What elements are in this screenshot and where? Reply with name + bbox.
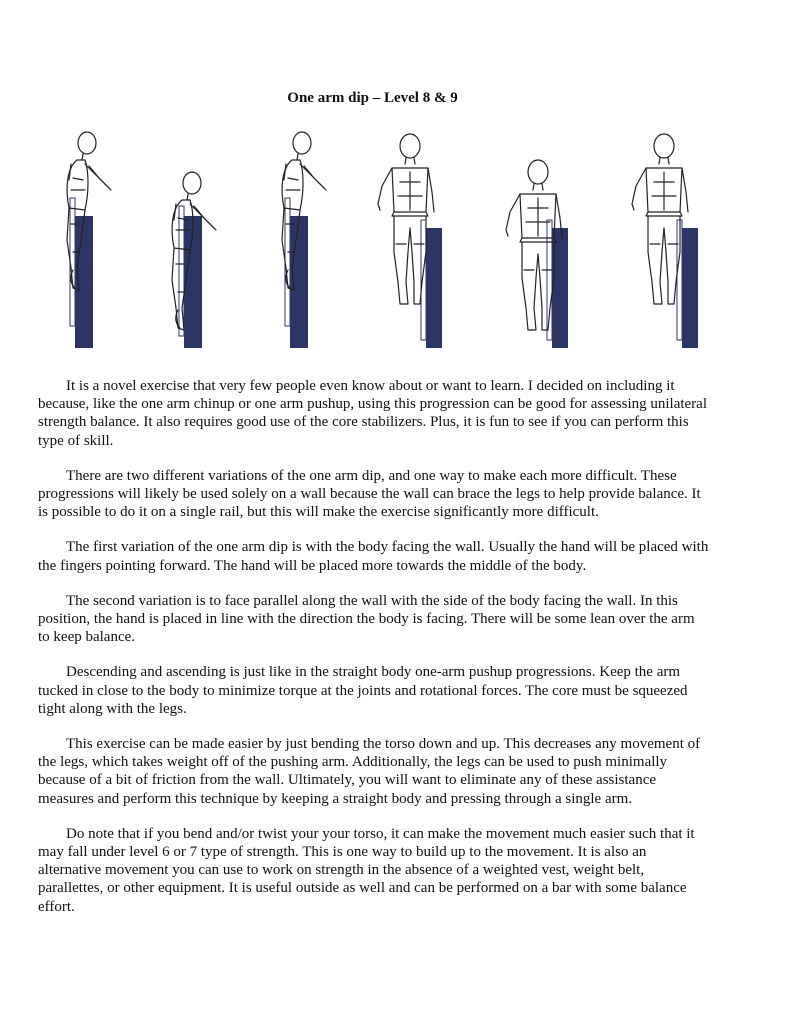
paragraph: Do note that if you bend and/or twist your your torso, it can make the movement much easier such that it may fall under level 6 or 7 type of strength. This is one way to build up to the movement. It is also an alternative movement you can use to work on strength in the absence of a weighted vest, weight belt, parallettes, or other equipment. It is useful outside as well and can be performed on a bar with some balance effort. bbox=[38, 825, 695, 915]
body-text bbox=[38, 377, 710, 933]
paragraph: It is a novel exercise that very few people even know about or want to learn. I decided on including it because, like the one arm chinup or one arm pushup, using this progression can be good for assessing unilateral strength balance. It also requires good use of the core stabilizers. Plus, it is fun to see if you can perform this type of skill. bbox=[38, 378, 708, 449]
paragraph: The first variation of the one arm dip is with the body facing the wall. Usually the hand will be placed with the fingers pointing forward. The hand will be placed more towards the middle of the body. bbox=[38, 539, 709, 574]
exercise-illustration bbox=[40, 128, 720, 353]
dip-sequence-figures bbox=[40, 128, 720, 353]
wall-block bbox=[426, 228, 442, 348]
figure-side-lowered bbox=[172, 172, 216, 348]
wall-block bbox=[184, 216, 202, 348]
page-title: One arm dip – Level 8 & 9 bbox=[287, 90, 458, 106]
paragraph: Descending and ascending is just like in the straight body one-arm pushup progressions. Keep the arm tucked in close to the body to minimize torque at the joints and rotational forces. The core must be squeezed tight along with the legs. bbox=[38, 664, 688, 717]
paragraph: The second variation is to face parallel along the wall with the side of the body facing the wall. In this position, the hand is placed in line with the direction the body is facing. There will be some lean over the arm to keep balance. bbox=[38, 592, 695, 646]
figure-front-upright bbox=[378, 134, 442, 348]
paragraph: There are two different variations of the one arm dip, and one way to make each more difficult. These progressions will likely be used solely on a wall because the wall can brace the legs to help provide balance. It is possible to do it on a single rail, but this will make the exercise significantly more difficult. bbox=[38, 467, 701, 521]
paragraph: This exercise can be made easier by just bending the torso down and up. This decreases any movement of the legs, which takes weight off of the pushing arm. Additionally, the legs can be used to push minimally because of a bit of friction from the wall. Ultimately, you will want to eliminate any of these assistance measures and perform this technique by keeping a straight body and pressing through a single arm. bbox=[38, 736, 701, 807]
figure-front-lowered bbox=[506, 160, 568, 348]
wall-block bbox=[682, 228, 698, 348]
figure-side-upright-2 bbox=[282, 132, 326, 348]
figure-side-upright bbox=[67, 132, 111, 348]
figure-front-upright-2 bbox=[632, 134, 698, 348]
